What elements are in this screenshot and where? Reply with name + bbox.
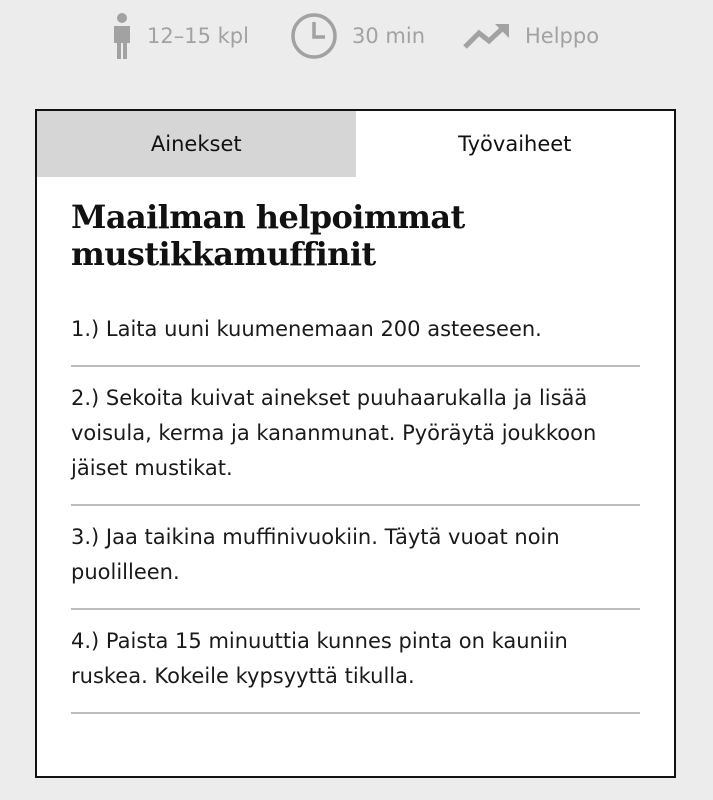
servings-info bbox=[111, 12, 249, 60]
instruction-list bbox=[71, 299, 640, 714]
difficulty-info bbox=[463, 12, 599, 60]
servings-label: 12–15 kpl bbox=[147, 24, 249, 48]
instruction-step: 1.) Laita uuni kuumenemaan 200 asteeseen. bbox=[71, 299, 640, 367]
recipe-meta-bar bbox=[0, 0, 713, 70]
clock-icon bbox=[290, 12, 338, 60]
recipe-title: Maailman helpoimmat mustikkamuffinit bbox=[71, 198, 465, 273]
person-icon bbox=[111, 12, 133, 60]
recipe-tabs bbox=[37, 111, 674, 177]
recipe-card bbox=[35, 109, 676, 778]
trend-up-icon bbox=[463, 21, 511, 51]
time-info bbox=[290, 12, 425, 60]
time-label: 30 min bbox=[352, 24, 425, 48]
tab-instructions[interactable]: Työvaiheet bbox=[356, 111, 675, 177]
instruction-step: 3.) Jaa taikina muffinivuokiin. Täytä vuoat noin puolilleen. bbox=[71, 506, 640, 610]
instruction-step: 2.) Sekoita kuivat ainekset puuhaarukalla ja lisää voisula, kerma ja kananmunat. Pyöräytä joukkoon jäiset mustikat. bbox=[71, 367, 640, 506]
instruction-step: 4.) Paista 15 minuuttia kunnes pinta on kauniin ruskea. Kokeile kypsyyttä tikulla. bbox=[71, 610, 640, 714]
tab-ingredients[interactable]: Ainekset bbox=[37, 111, 356, 177]
difficulty-label: Helppo bbox=[525, 24, 600, 48]
